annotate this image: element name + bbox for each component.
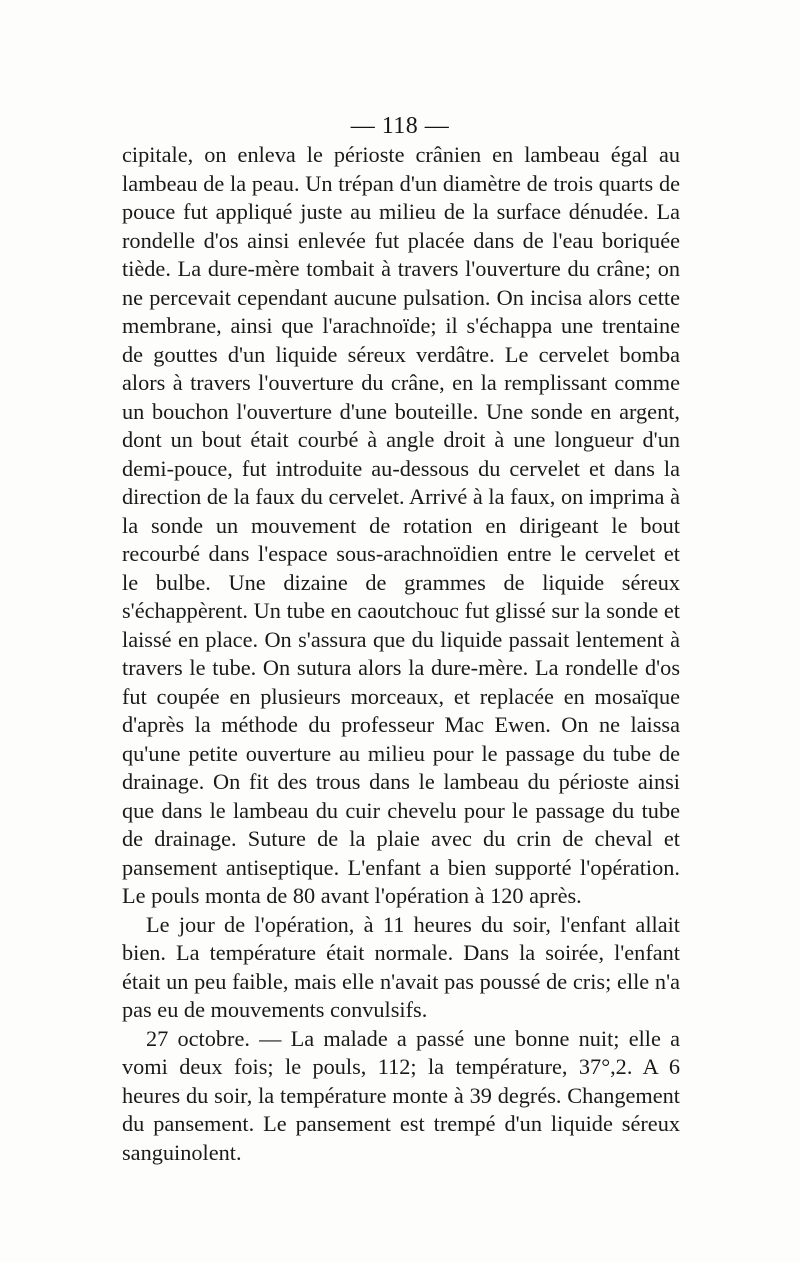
body-text — [122, 141, 680, 1167]
page-number: — 118 — — [350, 113, 450, 139]
paragraph-27-octobre: 27 octobre. — La malade a passé une bonne nuit; elle a vomi deux fois; le pouls, 112; la température, 37°,2. A 6 heures du soir, la température monte à 39 degrés. Changement du pansement. Le pansement est trempé d'un liquide séreux sanguinolent. — [122, 1025, 680, 1165]
paragraph-evening: Le jour de l'opération, à 11 heures du soir, l'enfant allait bien. La température était normale. Dans la soirée, l'enfant était un peu faible, mais elle n'avait pas poussé de cris; elle n'a pas eu de mouvements convulsifs. — [122, 911, 680, 1022]
paragraph-operation: cipitale, on enleva le périoste crânien en lambeau égal au lambeau de la peau. Un trépan d'un diamètre de trois quarts de pouce fut appliqué juste au milieu de la surface dénudée. La rondelle d'os ainsi enlevée fut placée dans de l'eau boriquée tiède. La dure-mère tombait à travers l'ouverture du crâne; on ne percevait cependant aucune pulsation. On incisa alors cette membrane, ainsi que l'arachnoïde; il s'échappa une trentaine de gouttes d'un liquide séreux verdâtre. Le cervelet bomba alors à travers l'ouverture du crâne, en la remplissant comme un bouchon l'ouverture d'une bouteille. Une sonde en argent, dont un bout était courbé à angle droit à une longueur d'un demi-pouce, fut introduite au-dessous du cervelet et dans la direction de la faux du cervelet. Arrivé à la faux, on imprima à la sonde un mouvement de rotation en dirigeant le bout recourbé dans l'espace sous-arachnoïdien entre le cervelet et le bulbe. Une dizaine de grammes de liquide séreux s'échappèrent. Un tube en caoutchouc fut glissé sur la sonde et laissé en place. On s'assura que du liquide passait lentement à travers le tube. On sutura alors la dure-mère. La rondelle d'os fut coupée en plusieurs morceaux, et replacée en mosaïque d'après la méthode du professeur Mac Ewen. On ne laissa qu'une petite ouverture au milieu pour le passage du tube de drainage. On fit des trous dans le lambeau du périoste ainsi que dans le lambeau du cuir chevelu pour le passage du tube de drainage. Suture de la plaie avec du crin de cheval et pansement antiseptique. L'enfant a bien supporté l'opération. Le pouls monta de 80 avant l'opération à 120 après. — [122, 142, 680, 908]
